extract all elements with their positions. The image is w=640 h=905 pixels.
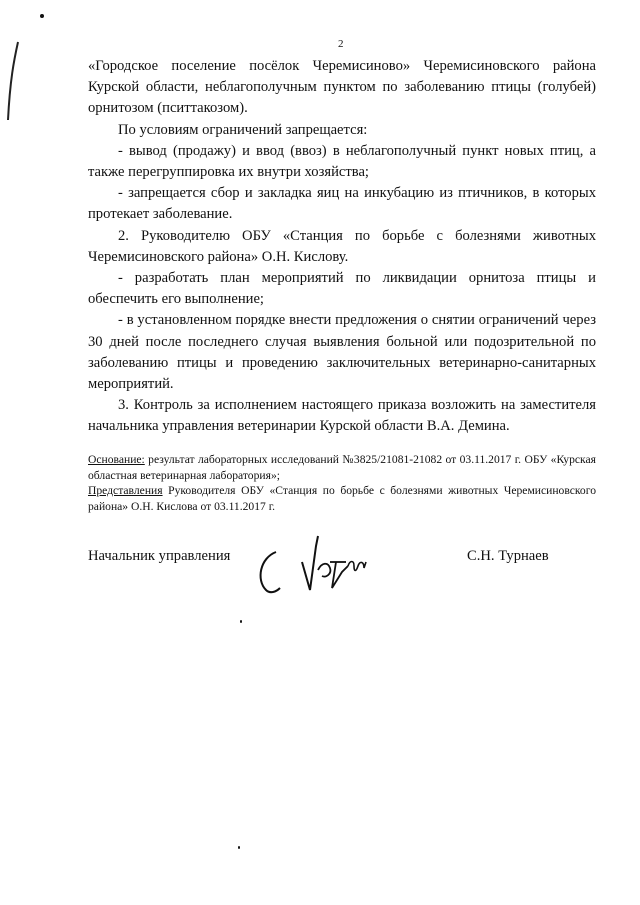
scan-speck	[240, 620, 242, 623]
paragraph: 3. Контроль за исполнением настоящего приказа возложить на заместителя начальника управления ветеринарии Курской области В.А. Демина.	[88, 397, 596, 435]
basis-text: результат лабораторных исследований №3825/21081-21082 от 03.11.2017 г. ОБУ «Курская областная ветеринарная лаборатория»;	[88, 453, 596, 482]
scan-speck	[238, 846, 240, 849]
basis-line	[88, 452, 596, 483]
paragraph: По условиям ограничений запрещается:	[118, 121, 368, 138]
paragraph: - разработать план мероприятий по ликвидации орнитоза птицы и обеспечить его выполнение;	[88, 270, 596, 308]
basis-line	[88, 483, 596, 514]
page-number: 2	[338, 38, 344, 50]
paragraph: - запрещается сбор и закладка яиц на инкубацию из птичников, в которых протекает заболевание.	[88, 185, 596, 223]
scan-speck	[40, 14, 44, 18]
representation-label: Представления	[88, 484, 163, 497]
basis-note	[88, 452, 596, 514]
signatory-title: Начальник управления	[88, 548, 231, 564]
paragraph: - вывод (продажу) и ввод (ввоз) в неблагополучный пункт новых птиц, а также перегруппировка их внутри хозяйства;	[88, 142, 596, 181]
signatory-name: С.Н. Турнаев	[467, 548, 549, 564]
paragraph: 2. Руководителю ОБУ «Станция по борьбе с болезнями животных Черемисиновского района» О.Н. Кислову.	[88, 227, 596, 265]
margin-pen-mark	[4, 40, 26, 122]
basis-label: Основание:	[88, 453, 145, 466]
handwritten-signature	[250, 532, 380, 600]
representation-text: Руководителя ОБУ «Станция по борьбе с болезнями животных Черемисиновского района» О.Н. Кислова от 03.11.2017 г.	[88, 484, 596, 513]
paragraph: «Городское поселение посёлок Черемисиново» Черемисиновского района Курской области, неблагополучным пунктом по заболеванию птицы (голубей) орнитозом (пситтакозом).	[88, 58, 596, 117]
body-text	[88, 56, 596, 438]
paragraph: - в установленном порядке внести предложения о снятии ограничений через 30 дней после последнего случая выявления больной или подозрительной по заболеванию птицы и проведению заключительных ветеринарно-санитарных мероприятий.	[88, 312, 596, 393]
